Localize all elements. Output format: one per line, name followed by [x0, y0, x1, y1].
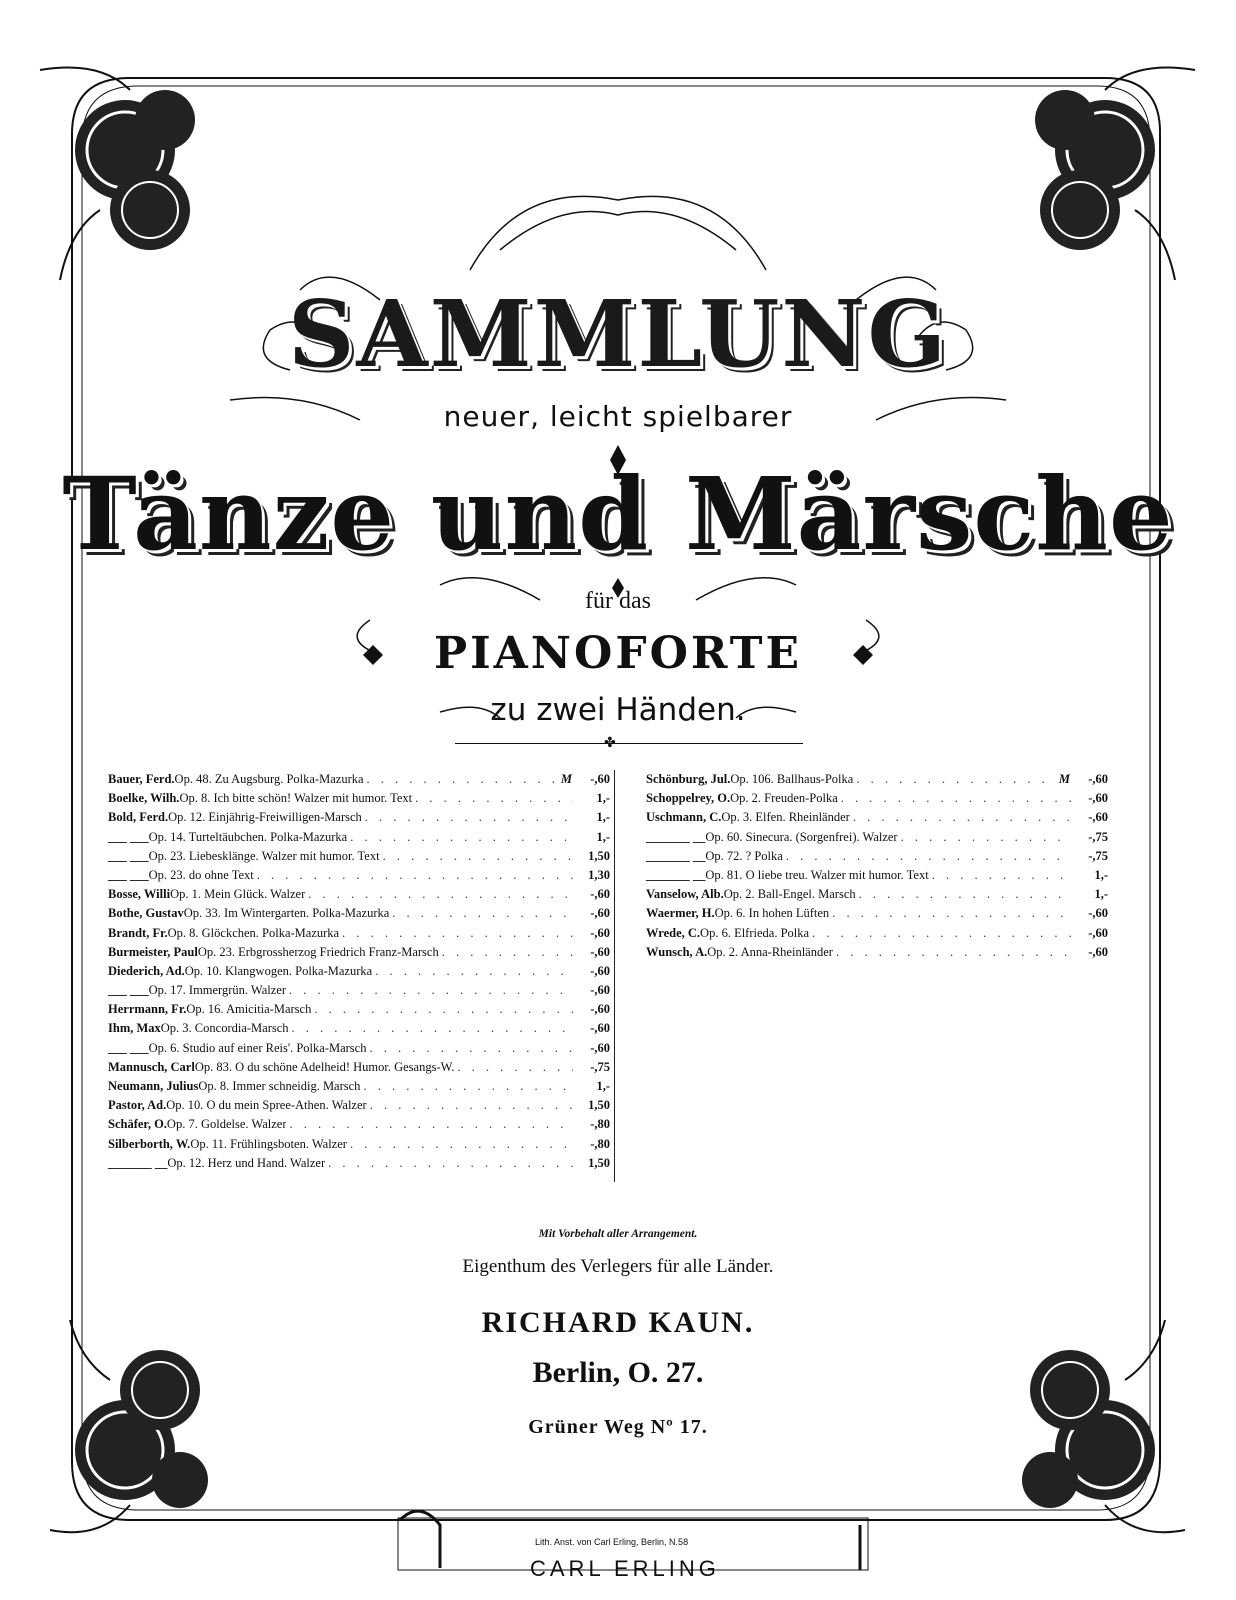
- title-divider: [455, 743, 803, 744]
- catalog-row: [108, 943, 610, 962]
- work-title: Op. 6. Studio auf einer Reis'. Polka-Marsch: [148, 1040, 367, 1055]
- composer-name: Bauer, Ferd.: [108, 772, 175, 786]
- composer-name: ___ ___: [108, 1040, 149, 1055]
- leader-dots: [392, 904, 573, 923]
- catalog-row: [646, 943, 1108, 962]
- catalog-row: [108, 1154, 610, 1173]
- leader-dots: [370, 1096, 573, 1115]
- work-title: Op. 1. Mein Glück. Walzer: [170, 887, 306, 902]
- work-title: Op. 23. do ohne Text: [148, 867, 254, 882]
- title-main: Tänze und Märsche: [62, 455, 1174, 573]
- catalog-row: [108, 847, 610, 866]
- work-title: Op. 2. Ball-Engel. Marsch: [723, 887, 856, 902]
- work-title: Op. 12. Einjährig-Freiwilligen-Marsch: [168, 810, 362, 825]
- column-divider: [614, 770, 615, 1182]
- composer-name: _______ __: [646, 848, 706, 863]
- composer-name: Bosse, Willi: [108, 887, 171, 902]
- leader-dots: [308, 885, 573, 904]
- catalog-row: [646, 828, 1108, 847]
- work-title: Op. 7. Goldelse. Walzer: [166, 1117, 287, 1132]
- composer-name: ___ ___: [108, 829, 149, 844]
- catalog-row: [108, 828, 610, 847]
- price: -,60: [590, 1021, 610, 1036]
- catalog-row: [646, 770, 1108, 789]
- price: -,60: [1088, 772, 1108, 786]
- price: -,60: [1088, 791, 1108, 806]
- work-title: Op. 83. O du schöne Adelheid! Humor. Gesangs-W.: [194, 1059, 455, 1074]
- work-title: Op. 2. Freuden-Polka: [730, 791, 838, 806]
- title-sammlung: SAMMLUNG: [287, 280, 949, 388]
- corner-ornament-icon: [1035, 68, 1195, 281]
- work-title: Op. 17. Immergrün. Walzer: [148, 983, 287, 998]
- price: -,60: [1088, 925, 1108, 940]
- composer-name: Schoppelrey, O.: [646, 791, 731, 806]
- work-title: Op. 33. Im Wintergarten. Polka-Mazurka: [183, 906, 390, 921]
- price: -,60: [590, 772, 610, 786]
- price: -,60: [1088, 810, 1108, 825]
- price: -,60: [1088, 944, 1108, 959]
- currency-mark: M: [1058, 772, 1070, 786]
- catalog-row: [646, 904, 1108, 923]
- price: -,60: [590, 963, 610, 978]
- price: -,60: [590, 906, 610, 921]
- price: -,60: [590, 887, 610, 902]
- leader-dots: [841, 789, 1071, 808]
- composer-name: Ihm, Max: [108, 1021, 161, 1036]
- catalog-row: [108, 770, 610, 789]
- composer-name: Diederich, Ad.: [108, 963, 185, 978]
- price: 1,30: [588, 867, 610, 882]
- title-instrument: PIANOFORTE: [434, 628, 802, 679]
- currency-mark: M: [560, 772, 572, 786]
- composer-name: _______ __: [646, 829, 706, 844]
- leader-dots: [853, 808, 1071, 827]
- corner-ornament-icon: [40, 68, 195, 281]
- work-title: Op. 72. ? Polka: [705, 848, 783, 863]
- leader-dots: [375, 962, 573, 981]
- leader-dots: [350, 828, 573, 847]
- catalog-row: [646, 924, 1108, 943]
- work-title: Op. 23. Liebesklänge. Walzer mit humor. Text: [148, 848, 380, 863]
- price: -,60: [590, 983, 610, 998]
- work-title: Op. 6. Elfrieda. Polka: [700, 925, 810, 940]
- leader-dots: [786, 847, 1071, 866]
- leader-dots: [859, 885, 1071, 904]
- composer-name: Wunsch, A.: [646, 944, 708, 959]
- work-title: Op. 3. Elfen. Rheinländer: [721, 810, 850, 825]
- composer-name: Neumann, Julius: [108, 1079, 199, 1093]
- composer-name: Mannusch, Carl: [108, 1059, 195, 1074]
- composer-name: Pastor, Ad.: [108, 1098, 167, 1113]
- composer-name: Bothe, Gustav: [108, 906, 184, 921]
- price: 1,50: [588, 848, 610, 863]
- composer-name: _______ __: [108, 1155, 168, 1170]
- leader-dots: [365, 808, 573, 827]
- leader-dots: [932, 866, 1071, 885]
- composer-name: Bold, Ferd.: [108, 810, 169, 825]
- catalog-row: [646, 866, 1108, 885]
- leader-dots: [289, 981, 573, 1000]
- price: 1,50: [588, 1098, 610, 1113]
- catalog-row: [108, 808, 610, 827]
- composer-name: ___ ___: [108, 983, 149, 998]
- catalog-row: [108, 1019, 610, 1038]
- composer-name: Wrede, C.: [646, 925, 701, 940]
- leader-dots: [457, 1058, 573, 1077]
- price: 1,-: [596, 829, 610, 844]
- work-title: Op. 10. O du mein Spree-Athen. Walzer: [166, 1098, 367, 1113]
- engraver-name: CARL ERLING: [530, 1556, 720, 1576]
- composer-name: Uschmann, C.: [646, 810, 722, 825]
- leader-dots: [342, 924, 573, 943]
- catalog-row: [108, 1096, 610, 1115]
- work-title: Op. 16. Amicitia-Marsch: [186, 1002, 312, 1017]
- work-title: Op. 3. Concordia-Marsch: [160, 1021, 289, 1036]
- work-title: Op. 2. Anna-Rheinländer: [707, 944, 833, 959]
- composer-name: _______ __: [646, 867, 706, 882]
- catalog-row: [108, 904, 610, 923]
- leader-dots: [415, 789, 573, 808]
- title-subtitle: neuer, leicht spielbarer: [443, 400, 793, 433]
- work-title: Op. 14. Turteltäubchen. Polka-Mazurka: [148, 829, 348, 844]
- work-title: Op. 23. Erbgrossherzog Friedrich Franz-Marsch: [197, 944, 439, 959]
- work-title: Op. 60. Sinecura. (Sorgenfrei). Walzer: [705, 829, 898, 844]
- catalog-row: [646, 885, 1108, 904]
- title-for: für das: [585, 588, 651, 614]
- work-title: Op. 8. Ich bitte schön! Walzer mit humor. Text: [179, 791, 413, 806]
- composer-name: Herrmann, Fr.: [108, 1002, 187, 1017]
- catalog-row: [108, 924, 610, 943]
- composer-name: Silberborth, W.: [108, 1136, 191, 1151]
- composer-name: Schäfer, O.: [108, 1117, 167, 1132]
- work-title: Op. 106. Ballhaus-Polka: [730, 772, 854, 786]
- leader-dots: [383, 847, 573, 866]
- catalog-row: [646, 808, 1108, 827]
- ownership-note: Eigenthum des Verlegers für alle Länder.: [462, 1256, 774, 1277]
- leader-dots: [442, 943, 573, 962]
- catalog-row: [108, 1077, 610, 1096]
- publisher-name: RICHARD KAUN.: [481, 1306, 755, 1339]
- publisher-street: Grüner Weg Nº 17.: [528, 1416, 708, 1438]
- price: -,60: [590, 1002, 610, 1017]
- price: -,60: [590, 925, 610, 940]
- price: -,60: [590, 1040, 610, 1055]
- price: -,75: [1088, 848, 1108, 863]
- composer-name: Schönburg, Jul.: [646, 772, 731, 786]
- leader-dots: [328, 1154, 573, 1173]
- catalog-row: [108, 1115, 610, 1134]
- leader-dots: [812, 924, 1071, 943]
- composer-name: ___ ___: [108, 848, 149, 863]
- price: 1,-: [596, 1079, 610, 1093]
- catalog-row: [108, 1000, 610, 1019]
- catalog-row: [108, 866, 610, 885]
- leader-dots: [363, 1077, 573, 1096]
- composer-name: Waermer, H.: [646, 906, 715, 921]
- catalog-right-column: [646, 770, 1108, 962]
- catalog-row: [646, 789, 1108, 808]
- price: 1,-: [596, 791, 610, 806]
- composer-name: Brandt, Fr.: [108, 925, 168, 940]
- price: 1,-: [1094, 867, 1108, 882]
- leader-dots: [856, 770, 1056, 789]
- divider-ornament-icon: ✤: [604, 736, 616, 751]
- leader-dots: [289, 1115, 573, 1134]
- catalog-left-column: [108, 770, 610, 1173]
- price: -,75: [1088, 829, 1108, 844]
- title-hands: zu zwei Händen.: [490, 692, 746, 728]
- work-title: Op. 48. Zu Augsburg. Polka-Mazurka: [174, 772, 364, 786]
- price: 1,50: [588, 1155, 610, 1170]
- work-title: Op. 81. O liebe treu. Walzer mit humor. Text: [705, 867, 929, 882]
- leader-dots: [832, 904, 1071, 923]
- leader-dots: [367, 770, 558, 789]
- catalog-row: [108, 962, 610, 981]
- work-title: Op. 8. Immer schneidig. Marsch: [198, 1079, 361, 1093]
- catalog-row: [108, 1135, 610, 1154]
- work-title: Op. 8. Glöckchen. Polka-Mazurka: [167, 925, 340, 940]
- catalog-row: [108, 1058, 610, 1077]
- reservation-note: Mit Vorbehalt aller Arrangement.: [538, 1228, 698, 1240]
- publisher-city: Berlin, O. 27.: [532, 1356, 704, 1389]
- catalog-row: [108, 789, 610, 808]
- leader-dots: [369, 1039, 573, 1058]
- price: 1,-: [596, 810, 610, 825]
- price: -,60: [1088, 906, 1108, 921]
- price: -,75: [590, 1059, 610, 1074]
- catalog-row: [646, 847, 1108, 866]
- price: -,80: [590, 1117, 610, 1132]
- price: -,60: [590, 944, 610, 959]
- leader-dots: [901, 828, 1071, 847]
- work-title: Op. 10. Klangwogen. Polka-Mazurka: [184, 963, 373, 978]
- catalog-row: [108, 885, 610, 904]
- composer-name: Burmeister, Paul: [108, 944, 198, 959]
- catalog-row: [108, 1039, 610, 1058]
- leader-dots: [257, 866, 573, 885]
- composer-name: ___ ___: [108, 867, 149, 882]
- work-title: Op. 11. Frühlingsboten. Walzer: [190, 1136, 347, 1151]
- leader-dots: [292, 1019, 573, 1038]
- work-title: Op. 6. In hohen Lüften: [714, 906, 830, 921]
- composer-name: Vanselow, Alb.: [646, 887, 724, 902]
- catalog-row: [108, 981, 610, 1000]
- price: -,80: [590, 1136, 610, 1151]
- work-title: Op. 12. Herz und Hand. Walzer: [167, 1155, 326, 1170]
- lithographer-credit: Lith. Anst. von Carl Erling, Berlin, N.58: [535, 1537, 689, 1547]
- leader-dots: [314, 1000, 573, 1019]
- leader-dots: [836, 943, 1071, 962]
- leader-dots: [350, 1135, 573, 1154]
- price: 1,-: [1094, 887, 1108, 902]
- composer-name: Boelke, Wilh.: [108, 791, 180, 806]
